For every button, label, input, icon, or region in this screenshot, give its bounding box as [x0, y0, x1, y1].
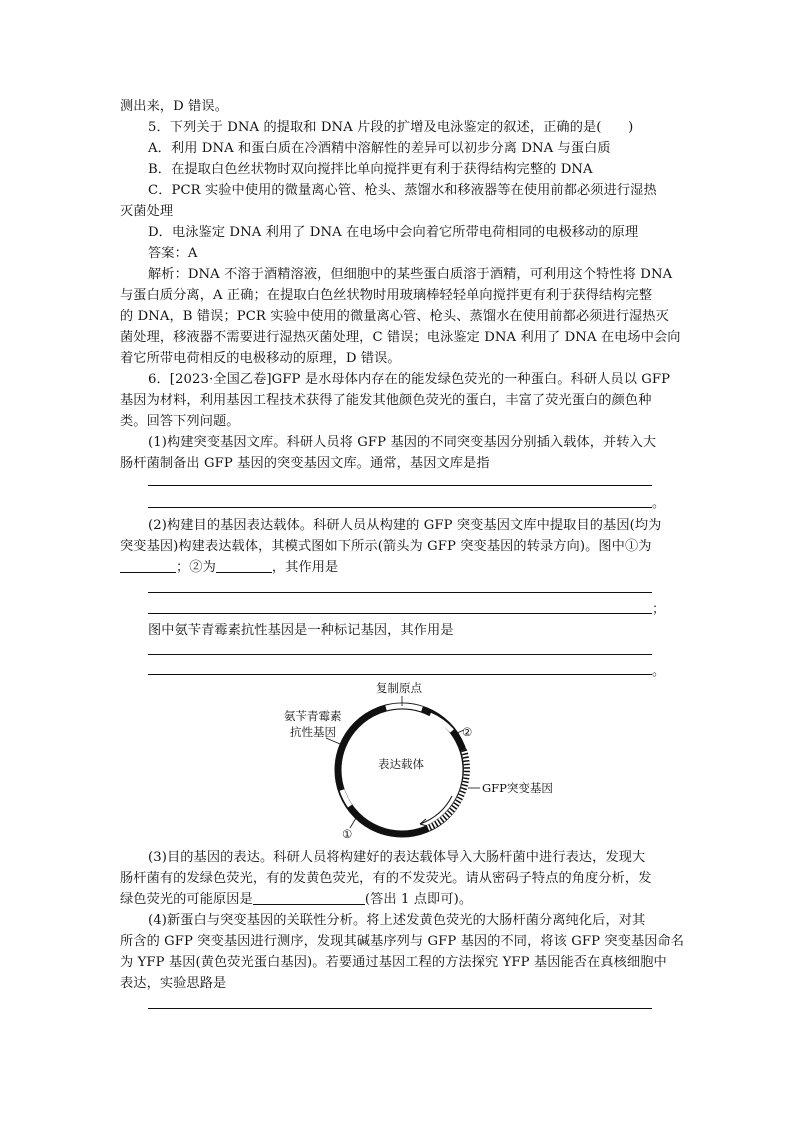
sub-question-3: (3)目的基因的表达。科研人员将构建好的表达载体导入大肠杆菌中进行表达，发现大: [148, 850, 646, 865]
reason-blank[interactable]: [253, 890, 365, 905]
origin-label: 复制原点: [376, 681, 422, 695]
sub-question-1: (1)构建突变基因文库。科研人员将 GFP 基因的不同突变基因分别插入载体，并转入大: [148, 435, 657, 450]
answer-blank[interactable]: [148, 507, 652, 508]
gfp-label: GFP突变基因: [482, 781, 553, 795]
answer-blank[interactable]: [148, 592, 652, 593]
option-d: D．电泳鉴定 DNA 利用了 DNA 在电场中会向着它所带电荷相同的电极移动的原理: [148, 225, 639, 240]
period-mark: 。: [652, 496, 666, 511]
sub-question-2: (2)构建目的基因表达载体。科研人员从构建的 GFP 突变基因文库中提取目的基因(均为: [148, 518, 662, 533]
marker-2-label: ②: [462, 725, 473, 739]
question-5-stem: 5．下列关于 DNA 的提取和 DNA 片段的扩增及电泳鉴定的叙述，正确的是( ): [148, 120, 634, 135]
sub-question-4-line: 为 YFP 基因(黄色荧光蛋白基因)。若要通过基因工程的方法探究 YFP 基因能否在真核细胞中: [120, 955, 667, 970]
answer-blank[interactable]: [148, 613, 652, 614]
sub-question-3-line: 肠杆菌有的发绿色荧光，有的发黄色荧光，有的不发荧光。请从密码子特点的角度分析，发: [120, 871, 652, 886]
analysis-line: 着它所带电荷相反的电极移动的原理，D 错误。: [120, 351, 401, 366]
sub-question-3-blank-line: 绿色荧光的可能原因是 (答出 1 点即可)。: [120, 892, 473, 907]
question-6-stem: 6．[2023·全国乙卷]GFP 是水母体内存在的能发绿色荧光的一种蛋白。科研人员以 GFP: [148, 372, 671, 387]
blank-marker-2[interactable]: [216, 558, 272, 573]
expression-vector-diagram: [270, 678, 570, 848]
analysis-line: 与蛋白质分离，A 正确；在提取白色丝状物时用玻璃棒轻轻单向搅拌更有利于获得结构完整: [120, 288, 653, 303]
marker-1-segment: [342, 790, 350, 806]
text-line: 测出来，D 错误。: [120, 99, 228, 114]
answer-blank[interactable]: [148, 674, 652, 675]
option-b: B．在提取白色丝状物时双向搅拌比单向搅拌更有利于获得结构完整的 DNA: [148, 162, 593, 177]
sub-question-2-line: 突变基因)构建表达载体，其模式图如下所示(箭头为 GFP 突变基因的转录方向)。图中①为: [120, 539, 652, 554]
amp-label-2: 抗性基因: [290, 725, 336, 739]
marker-gene-question: 图中氨苄青霉素抗性基因是一种标记基因，其作用是: [148, 623, 454, 638]
analysis-line: 的 DNA，B 错误；PCR 实验中使用的微量离心管、枪头、蒸馏水在使用前都必须进行湿热灭: [120, 309, 669, 324]
period-mark: 。: [652, 664, 666, 679]
answer-blank[interactable]: [148, 1008, 652, 1009]
question-6-line: 类。回答下列问题。: [120, 414, 240, 429]
option-a: A．利用 DNA 和蛋白质在冷酒精中溶解性的差异可以初步分离 DNA 与蛋白质: [148, 141, 611, 156]
sub-question-2-blanks: ；②为 ，其作用是: [120, 557, 676, 578]
option-c-cont: 灭菌处理: [120, 204, 174, 219]
answer-blank[interactable]: [148, 485, 652, 486]
analysis: 解析：DNA 不溶于酒精溶液，但细胞中的某些蛋白质溶于酒精，可利用这个特性将 DNA: [148, 267, 673, 282]
marker-1-label: ①: [342, 827, 353, 841]
option-c: C．PCR 实验中使用的微量离心管、枪头、蒸馏水和移液器等在使用前都必须进行湿热: [148, 183, 657, 198]
sub-question-4-line: 表达，实验思路是: [120, 976, 227, 991]
semicolon-mark: ；: [652, 602, 666, 617]
sub-question-1-line: 肠杆菌制备出 GFP 基因的突变基因文库。通常，基因文库是指: [120, 456, 490, 471]
analysis-line: 菌处理，移液器不需要进行湿热灭菌处理，C 错误；电泳鉴定 DNA 利用了 DNA 在电场中会向: [120, 330, 681, 345]
answer: 答案：A: [148, 246, 198, 261]
center-label: 表达载体: [378, 757, 424, 771]
answer-blank[interactable]: [148, 654, 652, 655]
question-6-line: 基因为材料，利用基因工程技术获得了能发其他颜色荧光的蛋白，丰富了荧光蛋白的颜色种: [120, 393, 652, 408]
sub-question-4: (4)新蛋白与突变基因的关联性分析。将上述发黄色荧光的大肠杆菌分离纯化后，对其: [148, 913, 646, 928]
amp-label-1: 氨苄青霉素: [284, 709, 342, 723]
sub-question-4-line: 所含的 GFP 突变基因进行测序，发现其碱基序列与 GFP 基因的不同，将该 GFP 突变基因命名: [120, 934, 685, 949]
blank-marker-1[interactable]: [120, 558, 176, 573]
